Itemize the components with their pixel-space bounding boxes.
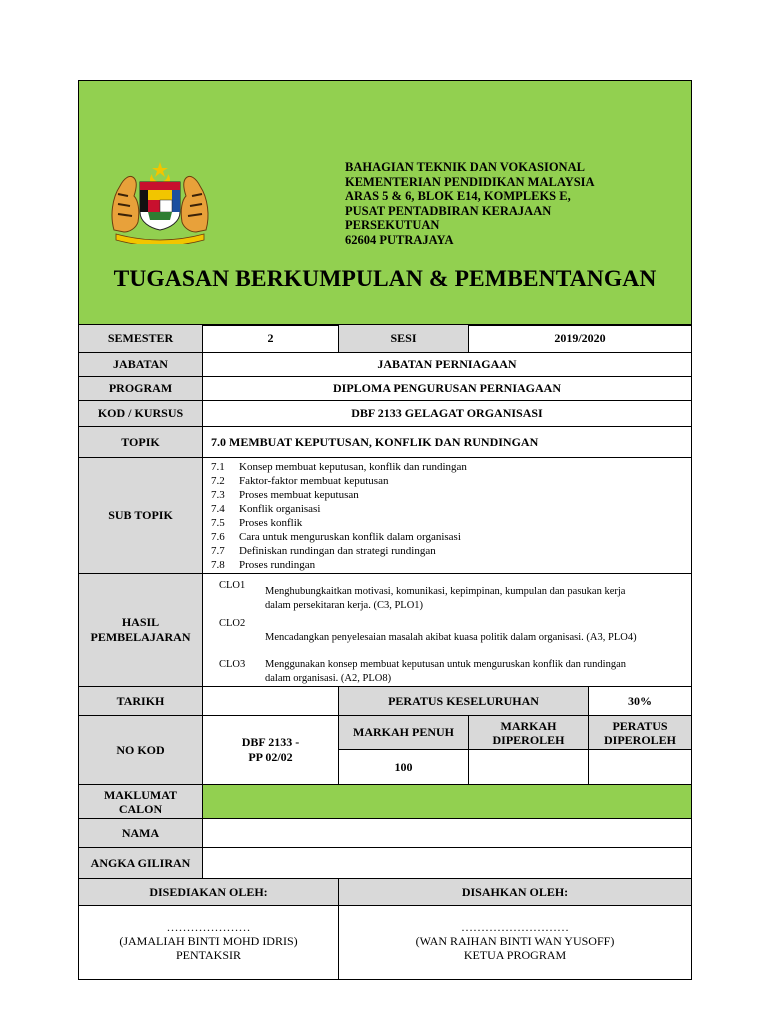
signatory-role: PENTAKSIR [175,948,242,962]
sesi-label: SESI [338,324,469,353]
maklumat-calon-band [202,784,692,819]
tarikh-field[interactable] [202,686,339,716]
disahkan-oleh-label: DISAHKAN OLEH: [338,878,692,906]
clo-list: CLO1 Menghubungkaitkan motivasi, komunikasi, kepimpinan, kumpulan dan pasukan kerja dalam persekitaran kerja. (C3, PLO1) CLO2 Mencadangkan penyelesaian masalah akibat kuasa politik dalam organisasi. (A3, PLO4) CLO3 Menggunakan konsep membuat keputusan untuk menguruskan konflik dan rundingan dalam organisasi. (A2, PLO8) [202,573,692,687]
semester-label: SEMESTER [78,324,203,353]
pentaksir-signature-block [78,905,339,980]
kod-kursus-label: KOD / KURSUS [78,400,203,427]
nokod-value: DBF 2133 - PP 02/02 [202,715,339,785]
signatory-name: (JAMALIAH BINTI MOHD IDRIS) [119,934,298,948]
list-item: 7.2 Faktor-faktor membuat keputusan [211,475,389,487]
jabatan-value: JABATAN PERNIAGAAN [202,352,692,377]
peratus-diperoleh-label: PERATUS DIPEROLEH [588,715,692,750]
peratus-keseluruhan-value: 30% [588,686,692,716]
peratus-diperoleh-field[interactable] [588,749,692,785]
markah-penuh-value: 100 [338,749,469,785]
list-item: 7.1 Konsep membuat keputusan, konflik dan rundingan [211,461,467,473]
disediakan-oleh-label: DISEDIAKAN OLEH: [78,878,339,906]
list-item: 7.5 Proses konflik [211,517,303,529]
list-item: 7.6 Cara untuk menguruskan konflik dalam organisasi [211,531,461,543]
markah-diperoleh-field[interactable] [468,749,589,785]
list-item: 7.3 Proses membuat keputusan [211,489,359,501]
document-title: TUGASAN BERKUMPULAN & PEMBENTANGAN [113,266,657,292]
markah-penuh-label: MARKAH PENUH [338,715,469,750]
signatory-name: (WAN RAIHAN BINTI WAN YUSOFF) [415,934,615,948]
sesi-value: 2019/2020 [468,324,692,353]
signature-line: ……………………… [461,920,569,934]
list-item: 7.4 Konflik organisasi [211,503,321,515]
signatory-role: KETUA PROGRAM [463,948,567,962]
nama-label: NAMA [78,818,203,848]
address-line: 62604 PUTRAJAYA [345,232,454,244]
semester-value: 2 [202,324,339,353]
ministry-address [345,160,675,244]
subtopik-list [202,457,692,574]
subtopik-label: SUB TOPIK [78,457,203,574]
tarikh-label: TARIKH [78,686,203,716]
hasil-pembelajaran-label: HASIL PEMBELAJARAN [78,573,203,687]
address-line: PERSEKUTUAN [345,218,440,232]
malaysia-coat-of-arms-icon [108,160,212,244]
markah-diperoleh-label: MARKAH DIPEROLEH [468,715,589,750]
list-item: 7.8 Proses rundingan [211,559,316,571]
angka-giliran-label: ANGKA GILIRAN [78,847,203,879]
nama-field[interactable] [202,818,692,848]
ketua-program-signature-block [338,905,692,980]
program-label: PROGRAM [78,376,203,401]
angka-giliran-field[interactable] [202,847,692,879]
topik-value: 7.0 MEMBUAT KEPUTUSAN, KONFLIK DAN RUNDINGAN [202,426,692,458]
signature-line: ………………… [166,920,251,934]
address-line: PUSAT PENTADBIRAN KERAJAAN [345,203,552,218]
address-line: ARAS 5 & 6, BLOK E14, KOMPLEKS E, [345,189,571,203]
maklumat-calon-label: MAKLUMAT CALON [78,784,203,819]
jabatan-label: JABATAN [78,352,203,377]
peratus-keseluruhan-label: PERATUS KESELURUHAN [338,686,589,716]
program-value: DIPLOMA PENGURUSAN PERNIAGAAN [202,376,692,401]
nokod-label: NO KOD [78,715,203,785]
address-line: BAHAGIAN TEKNIK DAN VOKASIONAL [345,160,585,174]
list-item: 7.7 Definiskan rundingan dan strategi rundingan [211,545,436,557]
kod-kursus-value: DBF 2133 GELAGAT ORGANISASI [202,400,692,427]
address-line: KEMENTERIAN PENDIDIKAN MALAYSIA [345,174,595,189]
topik-label: TOPIK [78,426,203,458]
